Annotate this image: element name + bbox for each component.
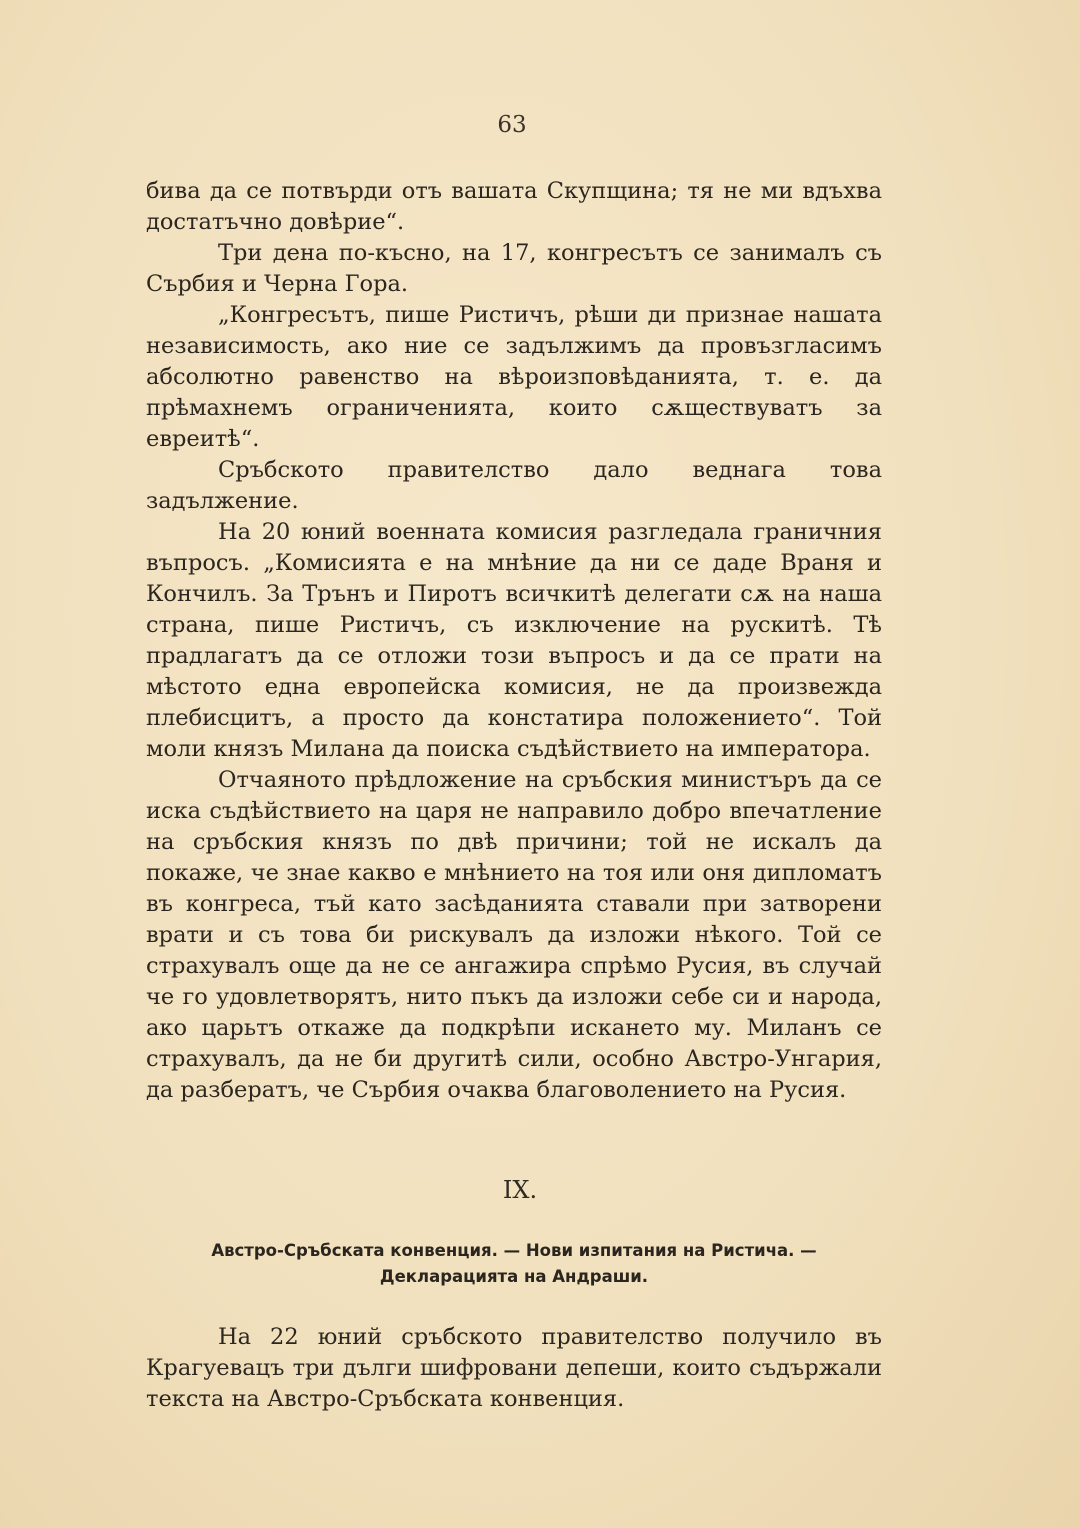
paragraph: На 22 юний сръбското правителство получило въ Крагуевацъ три дълги шифровани депеши, които съдържали текста на Австро-Сръбската конвенция. bbox=[146, 1324, 882, 1412]
chapter-subtitle bbox=[146, 1238, 882, 1290]
paragraph: Отчаяното прѣдложение на сръбския министъръ да се иска съдѣйствието на царя не направило добро впечатление на сръбския князъ по двѣ причини; той не искалъ да покаже, че знае какво е мнѣнието на тоя или оня дипломатъ въ конгреса, тъй като засѣданията ставали при затворени врати и съ това би рискувалъ да изложи нѣкого. Той се страхувалъ още да не се ангажира спрѣмо Русия, въ случай че го удовлетворятъ, нито пъкъ да изложи себе си и народа, ако царьтъ откаже да подкрѣпи искането му. Миланъ се страхувалъ, да не би другитѣ сили, особно Австро-Унгария, да разбератъ, че Сърбия очаква благоволението на Русия. bbox=[146, 767, 882, 1103]
chapter-subtitle-line: Австро-Сръбската конвенция. — Нови изпитания на Ристича. — bbox=[211, 1241, 817, 1260]
paragraph-continuation: бива да се потвърди отъ вашата Скупщина; тя не ми вдъхва достатъчно довѣрие“. bbox=[146, 178, 882, 235]
paragraph: Три дена по-късно, на 17, конгресътъ се занималъ съ Сърбия и Черна Гора. bbox=[146, 240, 882, 297]
chapter-subtitle-line: Декларацията на Андраши. bbox=[379, 1267, 649, 1286]
paragraph: „Конгресътъ, пише Ристичъ, рѣши ди признае нашата независимость, ако ние се задължимъ да провъзгласимъ абсолютно равенство на вѣроизповѣданията, т. е. да прѣмахнемъ ограниченията, които сѫществуватъ за евреитѣ“. bbox=[146, 302, 882, 452]
page-number: 63 bbox=[497, 112, 527, 138]
paragraph: Сръбското правителство дало веднага това задължение. bbox=[146, 457, 882, 514]
paragraph: На 20 юний военната комисия разгледала граничния въпросъ. „Комисията е на мнѣние да ни се даде Враня и Кончилъ. За Трънъ и Пиротъ всичкитѣ делегати сѫ на наша страна, пише Ристичъ, съ изключение на рускитѣ. Тѣ прадлагатъ да се отложи този въпросъ и да се прати на мѣстото една европейска комисия, не да произвежда плебисцитъ, а просто да констатира положението“. Той моли князъ Милана да поиска съдѣйствието на императора. bbox=[146, 519, 882, 762]
body-text bbox=[146, 176, 882, 1106]
chapter-number: IX. bbox=[502, 1176, 538, 1204]
chapter-body-text bbox=[146, 1322, 882, 1415]
